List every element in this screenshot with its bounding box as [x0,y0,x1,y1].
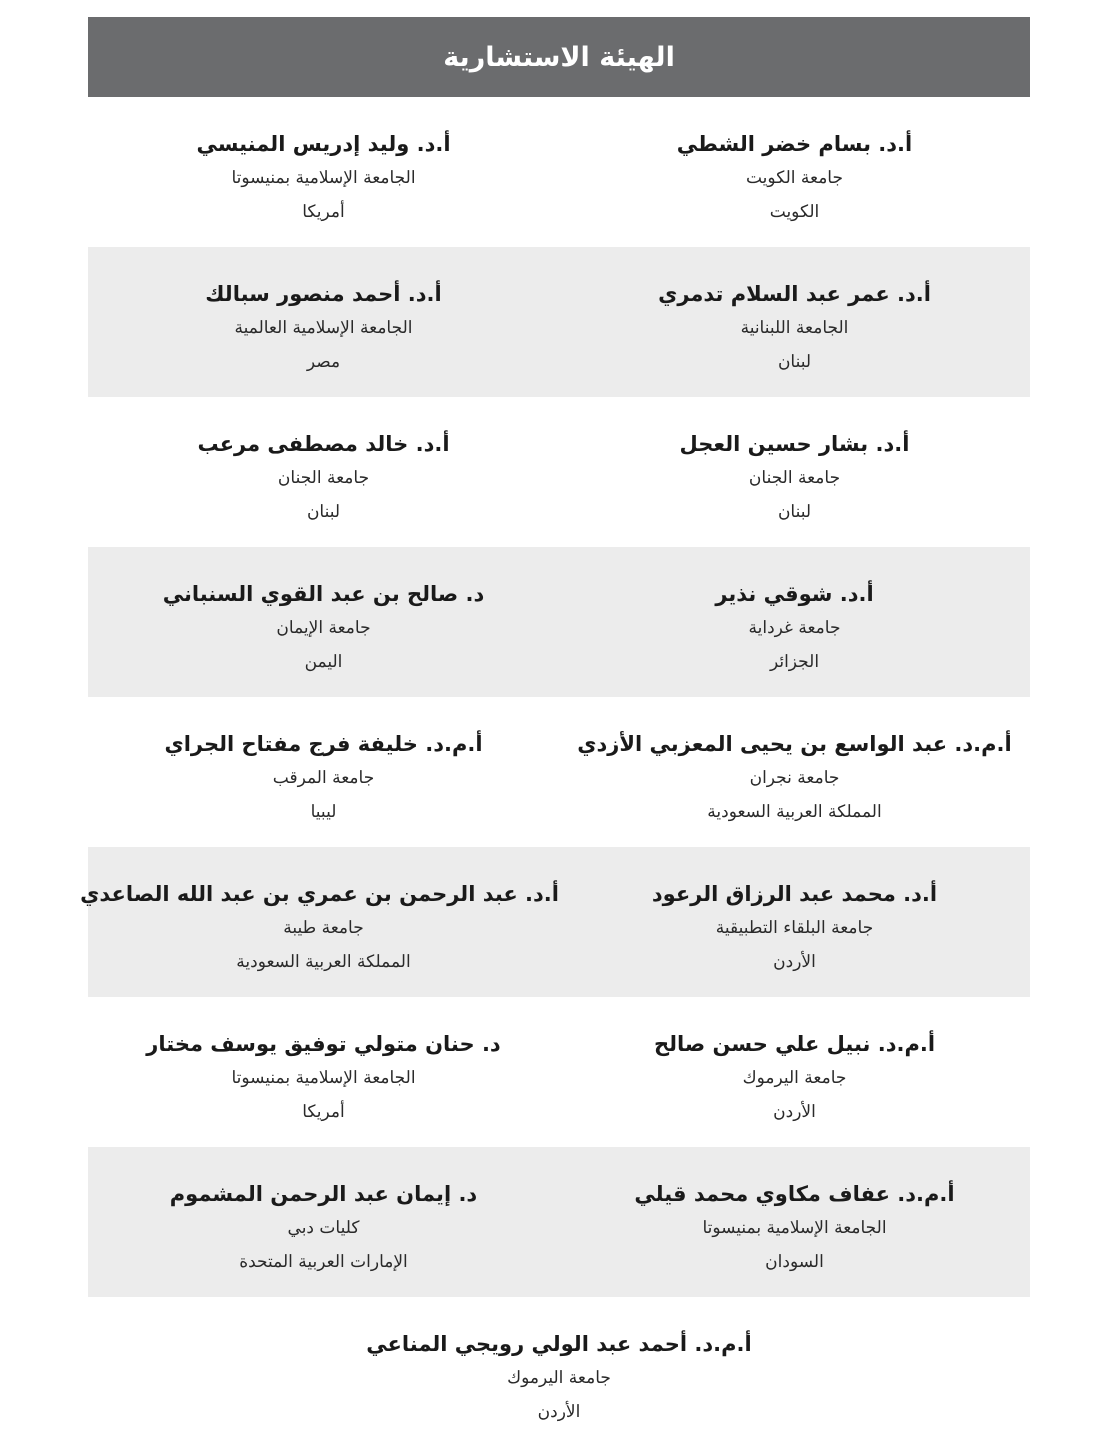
member-university: جامعة الكويت [745,168,843,188]
member-row [88,247,1030,397]
member-card [88,697,559,829]
member-country: لبنان [306,502,341,522]
member-country: مصر [306,352,341,372]
member-country: الأردن [773,952,816,972]
member-country: المملكة العربية السعودية [236,952,411,972]
member-university: جامعة الجنان [748,468,841,488]
member-country: اليمن [304,652,343,672]
member-university: جامعة غرداية [748,618,841,638]
member-university: جامعة اليرموك [742,1068,847,1088]
member-country: لبنان [777,502,812,522]
member-name: أ.د. وليد إدريس المنيسي [196,132,451,156]
member-card [88,397,559,529]
member-card [559,697,1030,829]
member-university: جامعة الجنان [277,468,370,488]
member-card [559,97,1030,229]
member-row [88,697,1030,847]
member-row [80,847,1030,997]
section-header [88,17,1030,97]
member-card [88,1297,1030,1447]
member-name: أ.م.د. خليفة فرج مفتاح الجراي [164,732,483,756]
member-country: الجزائر [769,652,820,672]
member-card [88,247,559,379]
member-university: كليات دبي [287,1218,360,1238]
member-name: أ.د. عبد الرحمن بن عمري بن عبد الله الصاعدي [80,882,559,906]
member-university: جامعة البلقاء التطبيقية [715,918,874,938]
member-country: أمريكا [302,1102,345,1122]
member-card [88,1147,559,1279]
member-country: الأردن [537,1402,581,1422]
member-university: جامعة نجران [749,768,840,788]
member-name: أ.م.د. أحمد عبد الولي رويجي المناعي [366,1332,752,1356]
member-name: أ.د. أحمد منصور سبالك [205,282,442,306]
member-university: جامعة طيبة [283,918,364,938]
member-card [80,847,559,979]
member-name: أ.م.د. عفاف مكاوي محمد قيلي [634,1182,955,1206]
member-name: أ.د. بسام خضر الشطي [676,132,913,156]
member-row-last [88,1297,1030,1447]
member-name: أ.د. بشار حسين العجل [679,432,910,456]
member-country: لبنان [777,352,812,372]
advisory-board-page [80,17,1030,1447]
member-card [559,247,1030,379]
member-name: د. صالح بن عبد القوي السنباني [162,582,485,606]
member-card [559,997,1030,1129]
member-name: أ.د. خالد مصطفى مرعب [197,432,450,456]
member-country: ليبيا [310,802,337,822]
member-card [88,97,559,229]
member-university: الجامعة الإسلامية بمنيسوتا [231,168,416,188]
member-card [559,397,1030,529]
member-card [88,547,559,679]
member-name: أ.م.د. عبد الواسع بن يحيى المعزبي الأزدي [577,732,1012,756]
member-university: الجامعة الإسلامية العالمية [234,318,413,338]
member-university: جامعة المرقب [272,768,375,788]
member-university: الجامعة الإسلامية بمنيسوتا [702,1218,887,1238]
member-card [559,847,1030,979]
member-university: جامعة اليرموك [507,1368,611,1388]
member-row [88,997,1030,1147]
member-card [88,997,559,1129]
member-country: الكويت [769,202,820,222]
member-name: أ.م.د. نبيل علي حسن صالح [653,1032,936,1056]
section-title: الهيئة الاستشارية [443,41,675,73]
member-university: الجامعة اللبنانية [740,318,849,338]
member-name: د. حنان متولي توفيق يوسف مختار [146,1032,501,1056]
member-university: جامعة الإيمان [276,618,371,638]
member-name: أ.د. شوقي نذير [715,582,874,606]
member-card [559,547,1030,679]
member-country: السودان [765,1252,824,1272]
member-country: أمريكا [302,202,345,222]
member-row [88,397,1030,547]
member-row [88,547,1030,697]
member-name: أ.د. عمر عبد السلام تدمري [658,282,931,306]
member-name: د. إيمان عبد الرحمن المشموم [169,1182,478,1206]
member-name: أ.د. محمد عبد الرزاق الرعود [651,882,938,906]
member-row [88,97,1030,247]
member-country: المملكة العربية السعودية [707,802,882,822]
member-row [88,1147,1030,1297]
member-country: الأردن [773,1102,816,1122]
member-card [559,1147,1030,1279]
member-university: الجامعة الإسلامية بمنيسوتا [231,1068,416,1088]
member-country: الإمارات العربية المتحدة [239,1252,408,1272]
